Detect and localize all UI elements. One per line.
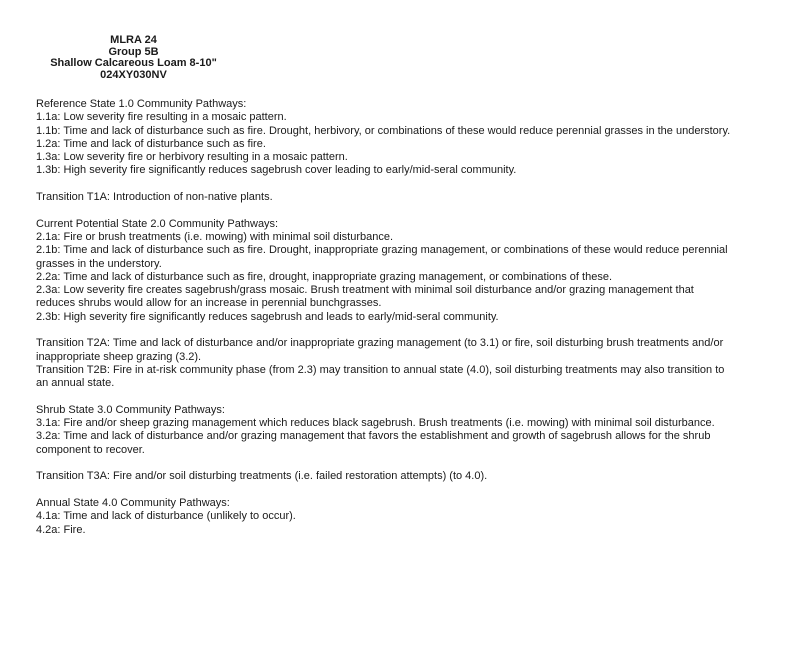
pathway-item: 1.1b: Time and lack of disturbance such as fire. Drought, herbivory, or combinations of these would reduce perennial grasses in the understory. [36,124,731,137]
transition-item: Transition T2B: Fire in at-risk community phase (from 2.3) may transition to annual state (4.0), soil disturbing treatments may also transition to an annual state. [36,363,725,390]
header-mlra: MLRA 24 [110,34,157,46]
section-transitions-t2 [36,337,736,390]
header-site-id: 024XY030NV [100,68,167,81]
section-current-potential-state [36,218,736,324]
header-site-name: Shallow Calcareous Loam 8-10" [50,57,217,69]
section-reference-state [36,98,736,178]
pathway-item: 1.3a: Low severity fire or herbivory resulting in a mosaic pattern. [36,151,348,164]
section-transition-t3a [36,470,736,483]
section-heading: Reference State 1.0 Community Pathways: [36,98,247,110]
pathway-item: 1.3b: High severity fire significantly reduces sagebrush cover leading to early/mid-seral community. [36,164,517,177]
section-heading: Shrub State 3.0 Community Pathways: [36,403,225,416]
section-heading: Current Potential State 2.0 Community Pathways: [36,217,279,230]
pathway-item: 2.2a: Time and lack of disturbance such as fire, drought, inappropriate grazing management, or combinations of these. [36,270,612,283]
pathway-item: 2.3b: High severity fire significantly reduces sagebrush and leads to early/mid-seral community. [36,310,499,323]
pathway-item: 1.2a: Time and lack of disturbance such as fire. [36,137,266,150]
document-body [36,98,736,550]
transition-item: Transition T1A: Introduction of non-native plants. [36,191,273,204]
pathway-item: 2.1a: Fire or brush treatments (i.e. mowing) with minimal soil disturbance. [36,230,394,243]
pathway-item: 3.1a: Fire and/or sheep grazing management which reduces black sagebrush. Brush treatments (i.e. mowing) with minimal soil disturbance. [36,417,715,430]
transition-item: Transition T2A: Time and lack of disturbance and/or inappropriate grazing management (to 3.1) or fire, soil disturbing brush treatments and/or inappropriate sheep grazing (3.2). [36,337,724,363]
document-header [0,35,267,81]
pathway-item: 2.1b: Time and lack of disturbance such as fire. Drought, inappropriate grazing management, or combinations of these would reduce perennial grasses in the understory. [36,244,728,270]
header-group: Group 5B [108,45,159,58]
section-heading: Annual State 4.0 Community Pathways: [36,496,230,509]
pathway-item: 1.1a: Low severity fire resulting in a mosaic pattern. [36,111,287,124]
section-transition-t1a [36,191,736,204]
section-shrub-state [36,404,736,457]
transition-item: Transition T3A: Fire and/or soil disturbing treatments (i.e. failed restoration attempts) (to 4.0). [36,470,488,483]
pathway-item: 4.2a: Fire. [36,523,86,536]
pathway-item: 4.1a: Time and lack of disturbance (unlikely to occur). [36,510,296,523]
pathway-item: 2.3a: Low severity fire creates sagebrush/grass mosaic. Brush treatment with minimal soil disturbance and/or grazing management that reduces shrubs would allow for an increase in perennial bunchgrasses. [36,284,694,310]
section-annual-state [36,497,736,537]
pathway-item: 3.2a: Time and lack of disturbance and/or grazing management that favors the establishment and growth of sagebrush allows for the shrub component to recover. [36,430,711,456]
